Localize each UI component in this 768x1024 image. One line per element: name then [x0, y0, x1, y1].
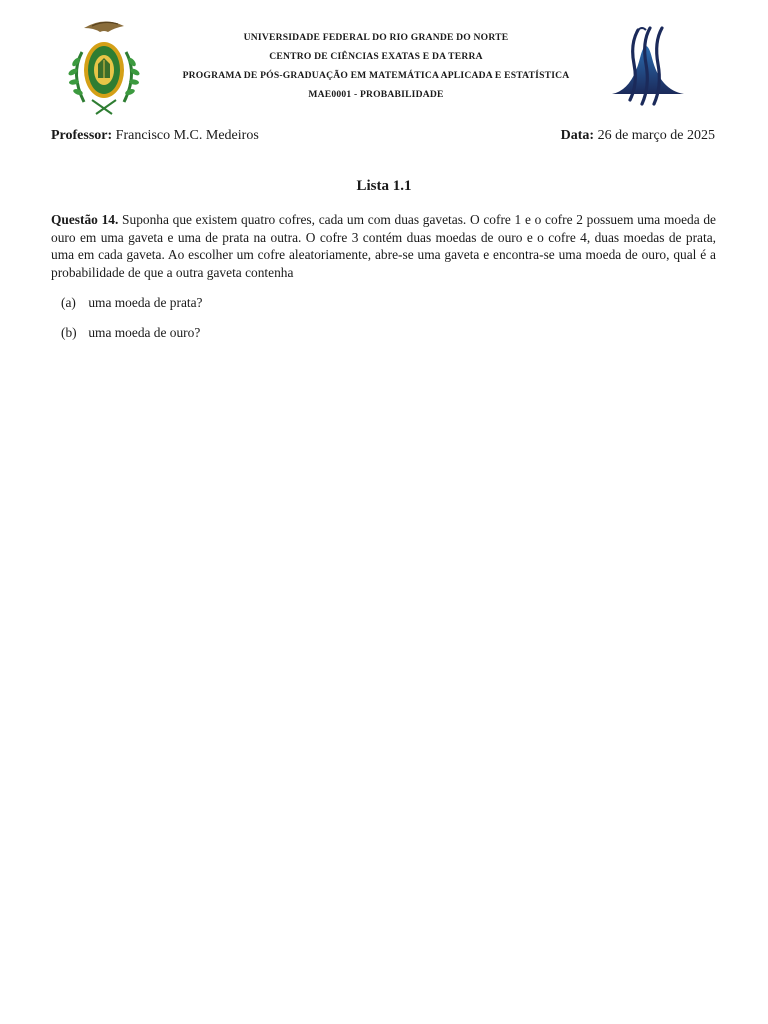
date-value: 26 de março de 2025	[597, 128, 715, 143]
item-text: uma moeda de ouro?	[88, 325, 201, 340]
item-marker: (b)	[61, 325, 77, 340]
university-crest-icon	[62, 18, 146, 116]
date-label: Data:	[560, 128, 595, 143]
professor-label: Professor:	[51, 128, 113, 143]
document-header	[150, 30, 602, 106]
question-label: Questão 14.	[51, 212, 119, 227]
list-item	[61, 294, 203, 324]
question-paragraph	[51, 211, 716, 281]
list-item	[61, 324, 203, 354]
question-items	[61, 294, 203, 354]
professor-name: Francisco M.C. Medeiros	[115, 128, 259, 143]
item-marker: (a)	[61, 295, 76, 310]
header-program: PROGRAMA DE PÓS-GRADUAÇÃO EM MATEMÁTICA APLICADA E ESTATÍSTICA	[182, 70, 570, 81]
date-info	[561, 128, 715, 144]
item-text: uma moeda de prata?	[88, 295, 203, 310]
header-university: UNIVERSIDADE FEDERAL DO RIO GRANDE DO NORTE	[243, 32, 509, 43]
professor-info	[51, 128, 259, 144]
program-logo-icon	[608, 24, 688, 110]
page-title: Lista 1.1	[356, 178, 412, 194]
header-center: CENTRO DE CIÊNCIAS EXATAS E DA TERRA	[269, 51, 483, 62]
header-course: MAE0001 - PROBABILIDADE	[308, 89, 444, 100]
question-text: Suponha que existem quatro cofres, cada um com duas gavetas. O cofre 1 e o cofre 2 possuem uma moeda de ouro em uma gaveta e uma de prata na outra. O cofre 3 contém duas moedas de ouro e o cofre 4, duas moedas de prata, uma em cada gaveta. Ao escolher um cofre aleatoriamente, abre-se uma gaveta e encontra-se uma moeda de ouro, qual é a probabilidade de que a outra gaveta contenha	[51, 212, 716, 280]
info-line	[51, 128, 715, 144]
